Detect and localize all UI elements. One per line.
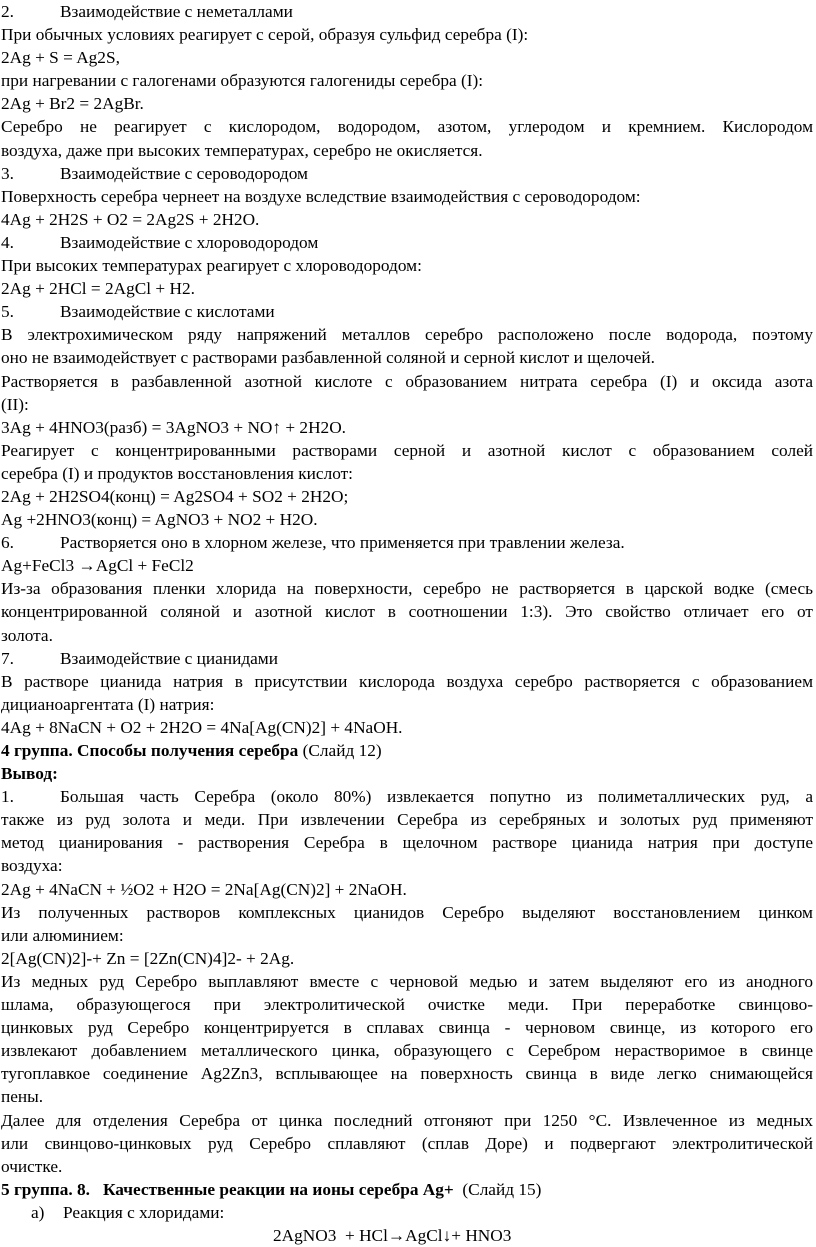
text-line: воздуха, даже при высоких температурах, серебро не окисляется.: [1, 140, 483, 160]
equation-line: 4Ag + 2H2S + O2 = 2Ag2S + 2H2O.: [1, 209, 260, 229]
equation-line: 2[Ag(CN)2]-+ Zn = [2Zn(CN)4]2- + 2Ag.: [1, 948, 295, 968]
conclusion-heading: Вывод:: [1, 764, 58, 784]
section-heading-nonmetals: [1, 0, 813, 23]
text-line: метод цианирования - растворения Серебра в щелочном растворе цианида натрия при доступе: [1, 833, 813, 853]
text-line: золота.: [1, 625, 53, 645]
text-line: Далее для отделения Серебра от цинка последний отгоняют при 1250 °С. Извлеченное из медных: [1, 1110, 813, 1130]
equation-line: Ag+FeCl3 →AgCl + FeCl2: [1, 556, 194, 576]
sub-item-a: [1, 1201, 813, 1224]
section-number: 5.: [1, 302, 14, 322]
section-number: 2.: [1, 2, 14, 21]
group-heading-bold: 5 группа. 8. Качественные реакции на ионы серебра Ag+: [1, 1179, 454, 1199]
text-line: (II):: [1, 394, 29, 414]
text-line: серебра (I) и продуктов восстановления кислот:: [1, 463, 353, 483]
slide-reference: (Слайд 15): [453, 1179, 542, 1199]
item-number: 1.: [1, 787, 14, 807]
text-line: Серебро не реагирует с кислородом, водородом, азотом, углеродом и кремнием. Кислородом: [1, 117, 813, 137]
text-line: пены.: [1, 1087, 44, 1107]
section-heading-hydrogen-sulfide: [1, 162, 813, 185]
text-line: шлама, образующегося при электролитической очистке меди. При переработке свинцово-: [1, 995, 813, 1015]
equation-line: 3Ag + 4HNO3(разб) = 3AgNO3 + NO↑ + 2H2O.: [1, 417, 346, 437]
text-line: оно не взаимодействует с растворами разбавленной соляной и серной кислот и щелочей.: [1, 348, 655, 368]
text-line: Поверхность серебра чернеет на воздухе вследствие взаимодействия с сероводородом:: [1, 186, 641, 206]
group-heading-qualitative-reactions: [1, 1178, 813, 1201]
sub-item-text: Реакция с хлоридами:: [63, 1202, 225, 1222]
text-line: В растворе цианида натрия в присутствии кислорода воздуха серебро растворяется с образованием: [1, 671, 813, 691]
section-number: 6.: [1, 533, 14, 553]
text-line: также из руд золота и меди. При извлечении Серебра из серебряных и золотых руд применяют: [1, 810, 813, 830]
equation-line: 2Ag + 2HCl = 2AgCl + H2.: [1, 279, 195, 299]
section-heading-acids: [1, 300, 813, 323]
section-title: Взаимодействие с неметаллами: [60, 2, 293, 21]
text-line: извлекают добавлением металлического цинка, образующего с Серебром нерастворимое в свинце: [1, 1041, 813, 1061]
text-line: цинковых руд Серебро концентрируется в сплавах свинца - черновом свинце, из которого его: [1, 1018, 813, 1038]
section-title: Взаимодействие с хлороводородом: [60, 232, 319, 252]
text-line: или алюминием:: [1, 925, 124, 945]
equation-line: 4Ag + 8NaCN + O2 + 2H2O = 4Na[Ag(CN)2] + 4NaOH.: [1, 717, 403, 737]
equation-line: 2Ag + S = Ag2S,: [1, 48, 120, 68]
section-heading-cyanides: [1, 647, 813, 670]
section-title: Растворяется оно в хлорном железе, что применяется при травлении железа.: [60, 533, 625, 553]
text-line: очистке.: [1, 1156, 63, 1176]
text-line: Из медных руд Серебро выплавляют вместе с черновой медью и затем выделяют его из анодного: [1, 971, 813, 991]
text-line: при нагревании с галогенами образуются галогениды серебра (I):: [1, 71, 484, 91]
text-line: При высоких температурах реагирует с хлороводородом:: [1, 256, 422, 276]
section-heading-ferric-chloride: [1, 531, 813, 554]
conclusion-item-1: [1, 785, 813, 808]
text-line: При обычных условиях реагирует с серой, образуя сульфид серебра (I):: [1, 25, 529, 45]
group-heading-silver-production: [1, 739, 813, 762]
group-heading-bold: 4 группа. Способы получения серебра: [1, 741, 299, 760]
equation-line: 2Ag + Br2 = 2AgBr.: [1, 94, 144, 114]
section-title: Взаимодействие с кислотами: [60, 302, 275, 322]
text-line: или свинцово-цинковых руд Серебро сплавляют (сплав Доре) и подвергают электролитической: [1, 1133, 813, 1153]
section-heading-hydrogen-chloride: [1, 231, 813, 254]
text-line: воздуха:: [1, 856, 63, 876]
sub-item-letter: а): [31, 1202, 45, 1222]
item-text: Большая часть Серебра (около 80%) извлекается попутно из полиметаллических руд, а: [60, 787, 813, 807]
text-line: Из полученных растворов комплексных цианидов Серебро выделяют восстановлением цинком: [1, 902, 813, 922]
equation-line-centered: 2AgNO3 + HCl→AgCl↓+ HNO3: [273, 1225, 512, 1245]
text-line: В электрохимическом ряду напряжений металлов серебро расположено после водорода, поэтому: [1, 325, 813, 345]
section-number: 4.: [1, 232, 14, 252]
equation-line: Ag +2HNO3(конц) = AgNO3 + NO2 + H2O.: [1, 510, 318, 530]
section-number: 7.: [1, 648, 14, 668]
slide-reference: (Слайд 12): [298, 741, 382, 760]
equation-line: 2Ag + 2H2SO4(конц) = Ag2SO4 + SO2 + 2H2O;: [1, 486, 349, 506]
section-number: 3.: [1, 163, 14, 183]
text-line: Из-за образования пленки хлорида на поверхности, серебро не растворяется в царской водке (смесь: [1, 579, 813, 599]
text-line: Реагирует с концентрированными растворами серной и азотной кислот с образованием солей: [1, 440, 813, 460]
text-line: тугоплавкое соединение Ag2Zn3, всплывающее на поверхность свинца в виде легко снимающейся: [1, 1064, 813, 1084]
section-title: Взаимодействие с сероводородом: [60, 163, 308, 183]
text-line: Растворяется в разбавленной азотной кислоте с образованием нитрата серебра (I) и оксида азота: [1, 371, 813, 391]
equation-line: 2Ag + 4NaCN + ½O2 + H2O = 2Na[Ag(CN)2] + 2NaOH.: [1, 879, 407, 899]
text-line: дицианоаргентата (I) натрия:: [1, 694, 215, 714]
text-line: концентрированной соляной и азотной кислот в соотношении 1:3). Это свойство отличает его от: [1, 602, 813, 622]
section-title: Взаимодействие с цианидами: [60, 648, 278, 668]
